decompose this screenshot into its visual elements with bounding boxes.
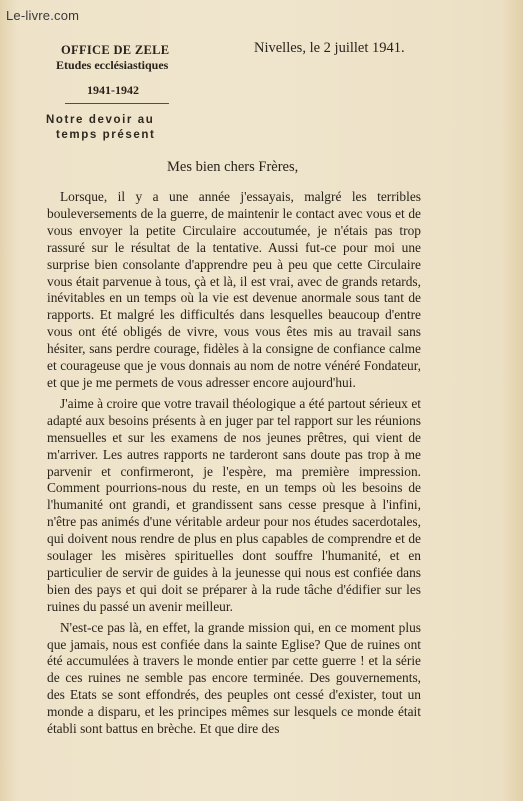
paragraph: N'est-ce pas là, en effet, la grande mission qui, en ce moment plus que jamais, nous est confiée dans la sainte Eglise? Que de ruines ont été accumulées à travers le monde entier par cette guerre ! et la série de ces ruines ne semble pas encore terminée. Des gouvernements, des Etats se sont effondrés, des peuples ont cessé d'exister, tout un monde a disparu, et les principes mêmes sur lesquels ce monde était établi sont battus en brèche. Et que dire des <box>47 619 421 737</box>
letter-body <box>47 180 421 742</box>
watermark: Le-livre.com <box>6 8 80 23</box>
divider <box>65 103 169 104</box>
office-subtitle: Etudes ecclésiastiques <box>56 58 169 72</box>
section-title-line-2: temps présent <box>56 129 156 141</box>
salutation: Mes bien chers Frères, <box>167 159 299 175</box>
letter-date: Nivelles, le 2 juillet 1941. <box>254 40 405 56</box>
section-title <box>46 113 155 143</box>
academic-years: 1941-1942 <box>87 83 139 97</box>
section-title-line-1: Notre devoir au <box>46 114 155 126</box>
paragraph: Lorsque, il y a une année j'essayais, malgré les terribles bouleversements de la guerre, de maintenir le contact avec vous et de vous envoyer la petite Circulaire accoutumée, je n'étais pas trop rassuré sur le résultat de la tentative. Aussi fut-ce pour moi une surprise bien consolante d'apprendre peu à peu que cette Circulaire vous était parvenue à tous, çà et là, il est vrai, avec de grands retards, inévitables en un temps où la vie est devenue anormale sous tant de rapports. Et malgré les difficultés dans lesquelles beaucoup d'entre vous ont été obligés de vivre, vous vous êtes mis au travail sans hésiter, sans perdre courage, fidèles à la consigne de confiance calme et courageuse que je vous donnais au nom de notre vénéré Fondateur, et que je me permets de vous adresser encore aujourd'hui. <box>47 189 421 390</box>
office-name: OFFICE DE ZELE <box>61 43 170 57</box>
paragraph: J'aime à croire que votre travail théologique a été partout sérieux et adapté aux besoins présents à en juger par tel rapport sur les réunions mensuelles et sur les examens de nos jeunes prêtres, qui vient de m'arriver. Les autres rapports ne tarderont sans doute pas trop à me parvenir et confirmeront, je l'espère, ma première impression. Comment pourrions-nous du reste, en un temps où les besoins de l'humanité ont grandi, et grandissent sans cesse presque à l'infini, n'être pas animés d'une véritable ardeur pour nos études sacerdotales, qui doivent nous rendre de plus en plus capables de comprendre et de soulager les misères spirituelles dont souffre l'humanité, et en particulier de servir de guides à la jeunesse qui nous est confiée dans bien des pays et qui doit se préparer à la rude tâche d'édifier sur les ruines du passé un avenir meilleur. <box>47 395 421 614</box>
